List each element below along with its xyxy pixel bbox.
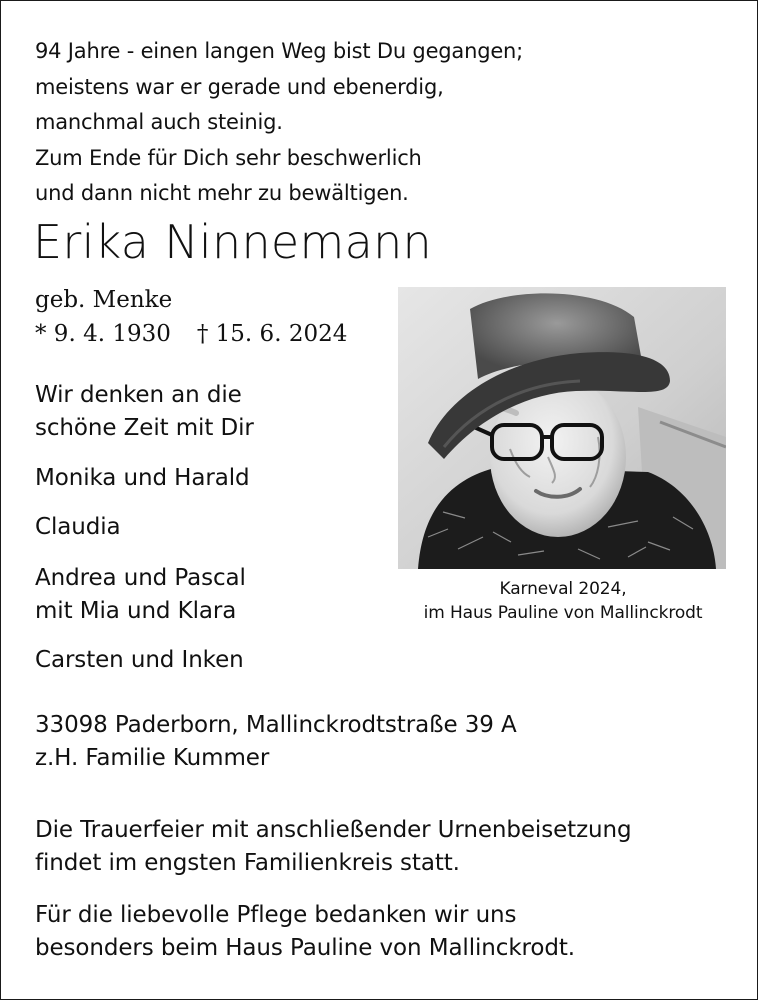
- notice-line: Die Trauerfeier mit anschließender Urnenbeisetzung: [35, 817, 632, 843]
- poem-line: meistens war er gerade und ebenerdig,: [35, 74, 444, 99]
- poem-line: und dann nicht mehr zu bewältigen.: [35, 181, 409, 205]
- mourner-group: [35, 562, 246, 628]
- maiden-name: geb. Menke: [35, 287, 173, 313]
- address-line: 33098 Paderborn, Mallinckrodtstraße 39 A: [35, 712, 517, 738]
- life-dates: [35, 319, 347, 349]
- birth-date: * 9. 4. 1930: [35, 321, 171, 347]
- mourner-group: Claudia: [35, 514, 121, 540]
- poem-line: 94 Jahre - einen langen Weg bist Du gegangen;: [35, 39, 524, 63]
- address-line: z.H. Familie Kummer: [35, 745, 270, 771]
- poem-line: manchmal auch steinig.: [35, 110, 283, 134]
- photo-caption: [398, 577, 728, 625]
- thanks-note: [35, 899, 575, 965]
- portrait-photo: [398, 287, 726, 569]
- mourner-line: mit Mia und Klara: [35, 598, 237, 624]
- thanks-line: besonders beim Haus Pauline von Mallinckrodt.: [35, 935, 575, 961]
- deceased-name: Erika Ninnemann: [33, 215, 433, 269]
- notice-line: findet im engsten Familienkreis statt.: [35, 850, 460, 876]
- mourner-group: Monika und Harald: [35, 465, 250, 491]
- poem-line: Zum Ende für Dich sehr beschwerlich: [35, 145, 422, 170]
- intro-line: schöne Zeit mit Dir: [35, 415, 254, 441]
- caption-line: Karneval 2024,: [499, 579, 627, 599]
- address: [35, 709, 517, 775]
- poem: [35, 34, 523, 212]
- intro-line: Wir denken an die: [35, 382, 242, 408]
- funeral-notice: [35, 814, 632, 880]
- caption-line: im Haus Pauline von Mallinckrodt: [423, 603, 703, 623]
- mourner-line: Andrea und Pascal: [35, 565, 246, 591]
- mourner-group: Carsten und Inken: [35, 647, 244, 673]
- thanks-line: Für die liebevolle Pflege bedanken wir uns: [35, 902, 517, 928]
- mourners-intro: [35, 379, 254, 445]
- death-date: † 15. 6. 2024: [196, 321, 348, 347]
